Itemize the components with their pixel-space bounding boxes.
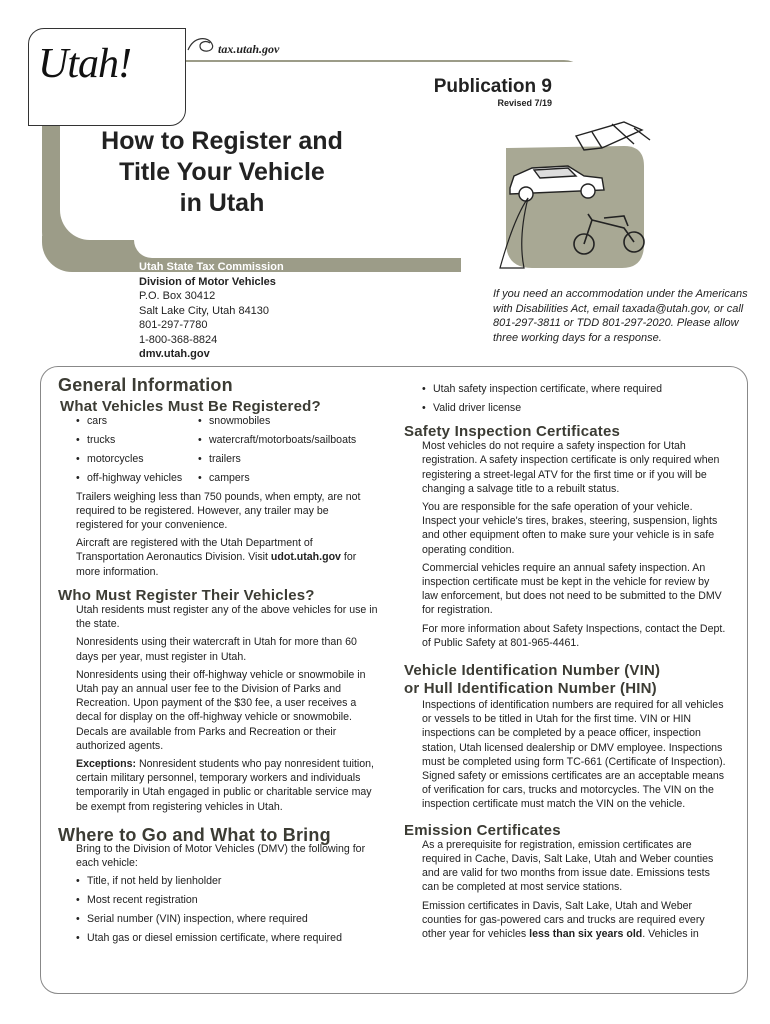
left-column: [58, 375, 378, 950]
airplane-icon: [576, 122, 650, 150]
list-item: • trailers: [198, 452, 356, 466]
city: Salt Lake City, Utah 84130: [139, 304, 270, 317]
emission-body: [404, 838, 726, 941]
bring-list-continued: [422, 382, 726, 415]
accessibility-note: If you need an accommodation under the Americans with Disabilities Act, email taxada@utah.gov, or call 801-297-3811 or TDD 801-297-2020. Please allow three working days for a response.: [493, 288, 748, 344]
vehicle-list-1: [76, 414, 198, 489]
general-heading: General Information: [58, 375, 233, 395]
where-to-go-heading: Where to Go and What to Bring: [58, 824, 331, 845]
list-item: • watercraft/motorboats/sailboats: [198, 433, 356, 447]
safety-p4: For more information about Safety Inspections, contact the Dept. of Public Safety at 801-965-4461.: [422, 622, 726, 649]
vin-heading: [404, 662, 726, 698]
who-p2: Nonresidents using their watercraft in Utah for more than 60 days per year, must register in Utah.: [76, 636, 357, 663]
title-inner-panel: [134, 236, 461, 258]
emission-p2-pre: Emission certificates in Davis, Salt Lake, Utah and Weber counties for gas-powered cars and trucks are required every other year for vehicles: [422, 899, 705, 941]
list-item: • cars: [76, 414, 198, 428]
list-item: • off-highway vehicles: [76, 471, 198, 485]
site-url[interactable]: tax.utah.gov: [218, 42, 280, 56]
vin-p1: Inspections of identification numbers are required for all vehicles or vessels to be titled in Utah for the first time. VIN or HIN inspections can be completed by a peace officer, inspection station, Utah licensed dealership or DMV employee. Inspections must be completed using form TC-661 (Certificate of Inspection). Signed safety or emissions certificates are an acceptable means of verification for cars, trucks and motorcycles. The VIN on the inspection certificate must match the VIN on the vehicle.: [422, 699, 726, 811]
list-item: • campers: [198, 471, 356, 485]
list-item: • motorcycles: [76, 452, 198, 466]
aircraft-text-post: for more information.: [76, 551, 357, 578]
right-column: [404, 382, 726, 945]
phone-1: 801-297-7780: [139, 319, 208, 331]
list-item: • trucks: [76, 433, 198, 447]
udot-link[interactable]: udot.utah.gov: [270, 551, 341, 564]
list-item: • Most recent registration: [76, 893, 378, 907]
list-item: • snowmobiles: [198, 414, 356, 428]
vin-heading-line-1: Vehicle Identification Number (VIN): [404, 662, 661, 680]
title-line-3: in Utah: [179, 189, 265, 217]
vin-heading-line-2: or Hull Identification Number (HIN): [404, 680, 657, 698]
what-vehicles-heading: What Vehicles Must Be Registered?: [60, 398, 321, 416]
exceptions-text: [76, 757, 378, 814]
aircraft-text-pre: Aircraft are registered with the Utah Department of Transportation Aeronautics Division. Visit: [76, 537, 313, 564]
where-intro: Bring to the Division of Motor Vehicles (DMV) the following for each vehicle:: [76, 843, 366, 870]
emission-p2-post: . Vehicles in: [642, 928, 699, 941]
safety-p1: Most vehicles do not require a safety inspection for Utah registration. A safety inspection certificate is only required when registering a street-legal ATV for the first time or if you will be changing a salvage title to a rebuilt status.: [422, 440, 720, 495]
safety-body: [404, 439, 726, 650]
list-item: • Serial number (VIN) inspection, where required: [76, 912, 378, 926]
trailers-text: Trailers weighing less than 750 pounds, when empty, are not required to be registered. However, any trailer may be registered for your convenience.: [76, 490, 361, 531]
swirl-icon: [186, 34, 220, 56]
safety-p3: Commercial vehicles require an annual safety inspection. An inspection certificate must be kept in the vehicle for review by law enforcement, but does not need to be submitted to the DMV for registration.: [422, 561, 722, 617]
aircraft-text: [76, 536, 378, 579]
revised-date: Revised 7/19: [497, 98, 552, 108]
dmv-website-link[interactable]: dmv.utah.gov: [139, 348, 210, 360]
agency-name: Utah State Tax Commission: [139, 261, 284, 273]
general-body: [58, 414, 378, 578]
exceptions-label: Exceptions:: [76, 758, 137, 771]
vehicle-types: [76, 414, 378, 489]
who-body: [58, 603, 378, 814]
phone-2: 1-800-368-8824: [139, 333, 218, 346]
utah-logo: Utah!: [38, 41, 131, 87]
where-body: [58, 842, 378, 945]
safety-p2: You are responsible for the safe operation of your vehicle. Inspect your vehicle's tires, brakes, steering, suspension, lights and other equipment often to make sure your vehicle is in safe operating condition.: [422, 501, 718, 556]
title-line-2: Title Your Vehicle: [119, 158, 325, 186]
publication-title: Publication 9: [433, 76, 552, 97]
list-item: • Valid driver license: [422, 401, 726, 415]
list-item: • Utah gas or diesel emission certificate, where required: [76, 931, 378, 945]
vehicle-list-2: [198, 414, 356, 489]
who-must-register-heading: Who Must Register Their Vehicles?: [58, 586, 315, 604]
list-item: • Title, if not held by lienholder: [76, 874, 378, 888]
agency-address: [139, 260, 284, 362]
who-p3: Nonresidents using their off-highway vehicle or snowmobile in Utah pay an annual user fee to the Division of Parks and Recreation. Upon payment of the $30 fee, a user receives a decal for display on the off-highway vehicle or snowmobile. Decals are available from Parks and Recreation or their authorized agents.: [76, 668, 366, 752]
bring-list: [76, 874, 378, 945]
emission-p2: [422, 899, 726, 942]
who-p1: Utah residents must register any of the above vehicles for use in the state.: [76, 604, 378, 631]
vin-body: [404, 698, 726, 812]
emission-heading: Emission Certificates: [404, 821, 561, 839]
po-box: P.O. Box 30412: [139, 290, 216, 302]
safety-heading: Safety Inspection Certificates: [404, 423, 621, 440]
list-item: • Utah safety inspection certificate, where required: [422, 382, 726, 396]
vehicles-illustration: [484, 118, 664, 278]
exceptions-body: Nonresident students who pay nonresident tuition, certain military personnel, temporary workers and individuals temporarily in Utah engaged in public or charitable service may be exempt from registering vehicles in Utah.: [76, 758, 374, 813]
title-line-1: How to Register and: [101, 127, 343, 155]
emission-p2-bold: less than six years old: [529, 928, 643, 941]
page-title: [62, 126, 382, 219]
emission-p1: As a prerequisite for registration, emission certificates are required in Cache, Davis, Salt Lake, Utah and Weber counties and are valid for two months from issue date. Emissions tests can be completed at most service stations.: [422, 838, 714, 894]
division-name: Division of Motor Vehicles: [139, 275, 276, 288]
